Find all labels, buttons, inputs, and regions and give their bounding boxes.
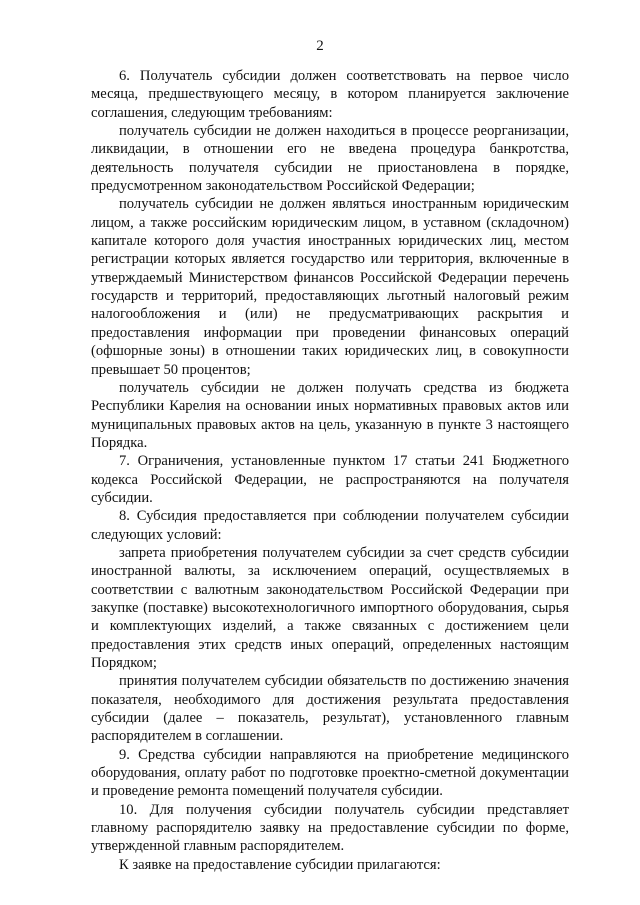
paragraph-6-requirement-foreign-entity: получатель субсидии не должен являться иностранным юридическим лицом, а также российским юридическим лицом, в уставном (складочном) капитале которого доля участия иностранных юридических лиц, местом регистрации которых является государство или территория, включенные в утверждаемый Министерством финансов Российской Федерации перечень государств и территорий, предоставляющих льготный налоговый режим налогообложения и (или) не предусматривающих раскрытия и предоставления информации при проведении финансовых операций (офшорные зоны) в отношении таких юридических лиц, в совокупности превышает 50 процентов;: [91, 196, 569, 378]
paragraph-9: 9. Средства субсидии направляются на приобретение медицинского оборудования, оплату работ по подготовке проектно-сметной документации и проведение ремонта помещений получателя субсидии.: [91, 746, 569, 800]
page-number: 2: [316, 38, 324, 54]
paragraph-10-attachments-intro: К заявке на предоставление субсидии прилагаются:: [119, 856, 441, 873]
paragraph-8: 8. Субсидия предоставляется при соблюдении получателем субсидии следующих условий:: [91, 508, 569, 543]
paragraph-10: 10. Для получения субсидии получатель субсидии представляет главному распорядителю заявку на предоставление субсидии по форме, утвержденной главным распорядителем.: [91, 801, 569, 855]
paragraph-6-requirement-other-funds: получатель субсидии не должен получать средства из бюджета Республики Карелия на основании иных нормативных правовых актов или муниципальных правовых актов на цель, указанную в пункте 3 настоящего Порядка.: [91, 379, 569, 451]
paragraph-8-condition-currency: запрета приобретения получателем субсидии за счет средств субсидии иностранной валюты, за исключением операций, осуществляемых в соответствии с валютным законодательством Российской Федерации при закупке (поставке) высокотехнологичного импортного оборудования, сырья и комплектующих изделий, а также связанных с достижением цели предоставления этих средств иных операций, определенных настоящим Порядком;: [91, 544, 569, 671]
document-body: [91, 67, 569, 874]
paragraph-8-condition-indicator: принятия получателем субсидии обязательств по достижению значения показателя, необходимого для достижения результата предоставления субсидии (далее – показатель, результат), установленного главным распорядителем в соглашении.: [91, 673, 569, 745]
paragraph-6-requirement-reorganization: получатель субсидии не должен находиться в процессе реорганизации, ликвидации, в отношении его не введена процедура банкротства, деятельность получателя субсидии не приостановлена в порядке, предусмотренном законодательством Российской Федерации;: [91, 123, 569, 195]
paragraph-7: 7. Ограничения, установленные пунктом 17 статьи 241 Бюджетного кодекса Российской Федерации, не распространяются на получателя субсидии.: [91, 453, 569, 506]
paragraph-6: 6. Получатель субсидии должен соответствовать на первое число месяца, предшествующего месяцу, в котором планируется заключение соглашения, следующим требованиям:: [91, 68, 569, 121]
